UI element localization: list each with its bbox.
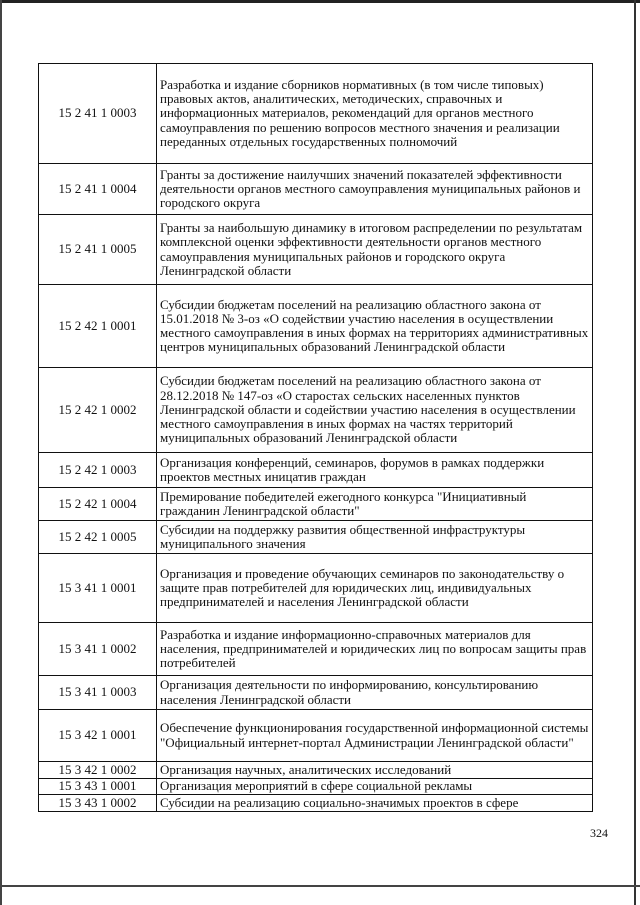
- scan-edge-top: [0, 0, 640, 3]
- row-code: 15 3 42 1 0002: [39, 762, 157, 779]
- table-row: [39, 676, 593, 710]
- table-row: [39, 554, 593, 623]
- row-description: Субсидии на реализацию социально-значимых проектов в сфере: [157, 795, 593, 812]
- row-description: Субсидии бюджетам поселений на реализацию областного закона от 15.01.2018 № 3-оз «О содействии участию населения в осуществлении местного самоуправления в иных формах на территориях административных центров муниципальных образований Ленинградской области: [157, 285, 593, 368]
- table-row: [39, 623, 593, 676]
- table-row: [39, 762, 593, 779]
- table-row: [39, 779, 593, 795]
- table-row: [39, 64, 593, 164]
- row-description: Организация деятельности по информированию, консультированию населения Ленинградской области: [157, 676, 593, 710]
- row-code: 15 2 41 1 0004: [39, 164, 157, 215]
- table-row: [39, 453, 593, 488]
- table-row: [39, 215, 593, 285]
- row-code: 15 2 42 1 0003: [39, 453, 157, 488]
- row-code: 15 3 41 1 0001: [39, 554, 157, 623]
- row-code: 15 2 41 1 0003: [39, 64, 157, 164]
- row-description: Субсидии бюджетам поселений на реализацию областного закона от 28.12.2018 № 147-оз «О старостах сельских населенных пунктов Ленинградской области и содействии участию населения в осуществлении местного самоуправления в иных формах на частях территорий муниципальных образований Ленинградской области: [157, 368, 593, 453]
- row-description: Обеспечение функционирования государственной информационной системы "Официальный интернет-портал Администрации Ленинградской области": [157, 710, 593, 762]
- table-row: [39, 710, 593, 762]
- table-row: [39, 285, 593, 368]
- row-description: Субсидии на поддержку развития общественной инфраструктуры муниципального значения: [157, 521, 593, 554]
- row-description: Гранты за достижение наилучших значений показателей эффективности деятельности органов местного самоуправления муниципальных районов и городского округа: [157, 164, 593, 215]
- table-row: [39, 488, 593, 521]
- budget-classification-table: [38, 63, 593, 812]
- row-code: 15 2 41 1 0005: [39, 215, 157, 285]
- row-description: Разработка и издание сборников нормативных (в том числе типовых) правовых актов, аналитических, методических, справочных и информационных материалов, рекомендаций для органов местного самоуправления по решению вопросов местного значения и реализации переданных отдельных государственных полномочий: [157, 64, 593, 164]
- table-row: [39, 164, 593, 215]
- row-description: Организация конференций, семинаров, форумов в рамках поддержки проектов местных иницатив граждан: [157, 453, 593, 488]
- row-code: 15 3 41 1 0003: [39, 676, 157, 710]
- row-description: Организация и проведение обучающих семинаров по законодательству о защите прав потребителей для юридических лиц, индивидуальных предпринимателей и населения Ленинградской области: [157, 554, 593, 623]
- table-row: [39, 368, 593, 453]
- scan-edge-right: [634, 0, 636, 905]
- row-code: 15 2 42 1 0005: [39, 521, 157, 554]
- table-row: [39, 521, 593, 554]
- row-code: 15 3 42 1 0001: [39, 710, 157, 762]
- row-code: 15 3 43 1 0002: [39, 795, 157, 812]
- row-code: 15 3 43 1 0001: [39, 779, 157, 795]
- row-description: Разработка и издание информационно-справочных материалов для населения, предпринимателей и юридических лиц по вопросам защиты прав потребителей: [157, 623, 593, 676]
- page-number: 324: [590, 826, 608, 840]
- row-description: Гранты за наибольшую динамику в итоговом распределении по результатам комплексной оценки эффективности деятельности органов местного самоуправления муниципальных районов и городского округа Ленинградской области: [157, 215, 593, 285]
- table-row: [39, 795, 593, 812]
- row-description: Премирование победителей ежегодного конкурса "Инициативный гражданин Ленинградской области": [157, 488, 593, 521]
- row-code: 15 3 41 1 0002: [39, 623, 157, 676]
- scan-edge-bottom: [0, 885, 640, 887]
- row-code: 15 2 42 1 0002: [39, 368, 157, 453]
- row-description: Организация мероприятий в сфере социальной рекламы: [157, 779, 593, 795]
- row-code: 15 2 42 1 0004: [39, 488, 157, 521]
- row-code: 15 2 42 1 0001: [39, 285, 157, 368]
- scan-edge-left: [0, 0, 2, 905]
- row-description: Организация научных, аналитических исследований: [157, 762, 593, 779]
